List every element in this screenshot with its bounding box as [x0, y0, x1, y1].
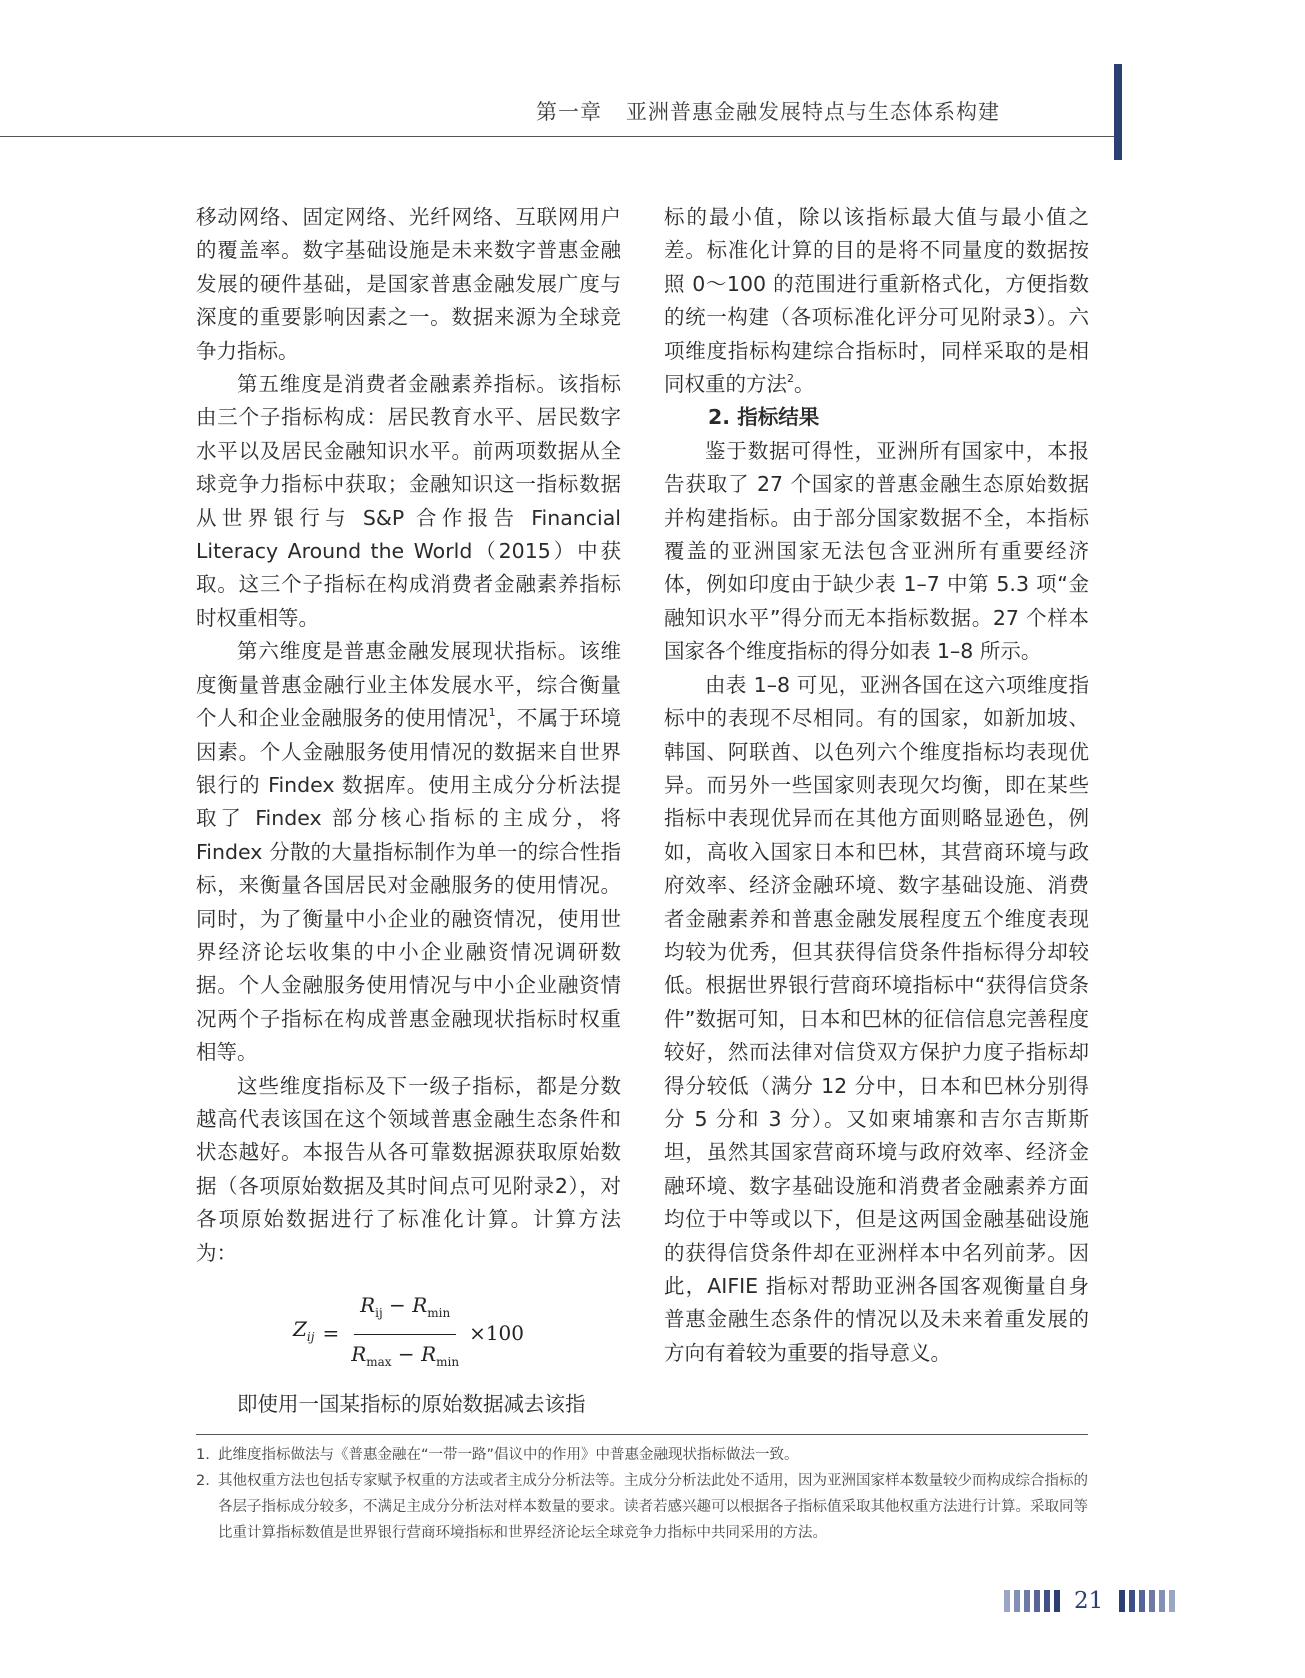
chapter-title: 亚洲普惠金融发展特点与生态体系构建	[626, 100, 1000, 124]
formula-times: ×100	[469, 1321, 525, 1346]
footnote-number: 2.	[196, 1473, 210, 1489]
stripe	[1044, 1590, 1050, 1612]
footnote-ref: 1	[488, 706, 496, 720]
running-header	[536, 96, 1000, 126]
stripe	[1024, 1590, 1030, 1612]
paragraph: 由表 1–8 可见，亚洲各国在这六项维度指标中的表现不尽相同。有的国家，如新加坡、韩国、阿联酋、以色列六个维度指标均表现优异。而另外一些国家则表现欠均衡，即在某些指标中表现优异而在其他方面则略显逊色，例如，高收入国家日本和巴林，其营商环境与政府效率、经济金融环境、数字基础设施、消费者金融素养和普惠金融发展程度五个维度表现均较为优秀，但其获得信贷条件指标得分却较低。根据世界银行营商环境指标中“获得信贷条件”数据可知，日本和巴林的征信信息完善程度较好，然而法律对信贷双方保护力度子指标却得分较低（满分 12 分中，日本和巴林分别得分 5 分和 3 分）。又如柬埔寨和吉尔吉斯斯坦，虽然其国家营商环境与政府效率、经济金融环境、数字基础设施和消费者金融素养方面均位于中等或以下，但是这两国金融基础设施的获得信贷条件却在亚洲样本中名列前茅。因此，AIFIE 指标对帮助亚洲各国客观衡量自身普惠金融生态条件的情况以及未来着重发展的方向有着较为重要的指导意义。	[664, 672, 1089, 1365]
paragraph: 即使用一国某指标的原始数据减去该指	[237, 1392, 586, 1416]
footnotes	[196, 1442, 1096, 1546]
stripe-ornament-right	[1119, 1590, 1175, 1612]
paragraph-text: ，不属于环境因素。个人金融服务使用情况的数据来自世界银行的 Findex 数据库。使用主成分分析法提取了 Findex 部分核心指标的主成分，将 Findex 分散的大量指标制作为单一的综合性指标，来衡量各国居民对金融服务的使用情况。同时，为了衡量中小企业的融资情况，使用世界经济论坛收集的中小企业融资情况调研数据。个人金融服务使用情况与中小企业融资情况两个子指标在构成普惠金融现状指标时权重相等。	[196, 706, 622, 1065]
paragraph: 鉴于数据可得性，亚洲所有国家中，本报告获取了 27 个国家的普惠金融生态原始数据并构建指标。由于部分国家数据不全，本指标覆盖的亚洲国家无法包含亚洲所有重要经济体，例如印度由于缺少表 1–7 中第 5.3 项“金融知识水平”得分而无本指标数据。27 个样本国家各个维度指标的得分如表 1–8 所示。	[664, 438, 1089, 664]
footnote-ref: 2	[787, 372, 794, 386]
stripe	[1159, 1590, 1165, 1612]
footnote-text: 其他权重方法也包括专家赋予权重的方法或者主成分分析法等。主成分分析法此处不适用，因为亚洲国家样本数量较少而构成综合指标的各层子指标成分较多，不满足主成分分析法对样本数量的要求。读者若感兴趣可以根据各子指标值采取其他权重方法进行计算。采取同等比重计算指标数值是世界银行营商环境指标和世界经济论坛全球竞争力指标中共同采用的方法。	[218, 1473, 1088, 1541]
footnote	[196, 1468, 1096, 1546]
formula-lhs: $Z_{ij}$	[292, 1317, 315, 1345]
stripe	[1169, 1590, 1175, 1612]
formula-denominator: $R_{max} - R_{min}$	[351, 1341, 460, 1369]
formula-fraction	[345, 1289, 465, 1379]
paragraph	[196, 635, 621, 1069]
normalization-formula	[196, 1280, 621, 1388]
page-footer	[1004, 1586, 1175, 1616]
right-column	[664, 201, 1089, 1370]
paragraph-text: 。	[794, 372, 815, 397]
header-rule	[0, 136, 1120, 137]
stripe	[1129, 1590, 1135, 1612]
stripe-ornament-left	[1004, 1590, 1060, 1612]
stripe	[1034, 1590, 1040, 1612]
chapter-label: 第一章	[536, 100, 602, 124]
footnote-text: 此维度指标做法与《普惠金融在“一带一路”倡议中的作用》中普惠金融现状指标做法一致。	[218, 1447, 799, 1463]
page-number: 21	[1074, 1588, 1104, 1614]
formula-numerator: $R_{ij} - R_{min}$	[354, 1289, 456, 1334]
formula-equals: =	[322, 1321, 340, 1346]
stripe	[1119, 1590, 1125, 1612]
paragraph-text: 标的最小值，除以该指标最大值与最小值之差。标准化计算的目的是将不同量度的数据按照 0～100 的范围进行重新格式化，方便指数的统一构建（各项标准化评分可见附录3）。六项维度指标构建综合指标时，同样采取的是相同权重的方法	[664, 205, 1089, 397]
header-accent-bar	[1114, 64, 1122, 160]
paragraph	[664, 201, 1089, 401]
left-column	[196, 201, 621, 1421]
stripe	[1004, 1590, 1010, 1612]
paragraph: 第五维度是消费者金融素养指标。该指标由三个子指标构成：居民教育水平、居民数字水平以及居民金融知识水平。前两项数据从全球竞争力指标中获取；金融知识这一指标数据从世界银行与 S&P 合作报告 Financial Literacy Around the World（2015）中获取。这三个子指标在构成消费者金融素养指标时权重相等。	[196, 372, 621, 630]
section-heading: 2. 指标结果	[708, 405, 820, 430]
paragraph: 这些维度指标及下一级子指标，都是分数越高代表该国在这个领域普惠金融生态条件和状态越好。本报告从各可靠数据源获取原始数据（各项原始数据及其时间点可见附录2），对各项原始数据进行了标准化计算。计算方法为：	[196, 1073, 621, 1265]
stripe	[1054, 1590, 1060, 1612]
paragraph: 移动网络、固定网络、光纤网络、互联网用户的覆盖率。数字基础设施是未来数字普惠金融发展的硬件基础，是国家普惠金融发展广度与深度的重要影响因素之一。数据来源为全球竞争力指标。	[196, 205, 621, 363]
footnote	[196, 1442, 1096, 1468]
footnote-number: 1.	[196, 1447, 210, 1463]
paragraph-text: 第六维度是普惠金融发展现状指标。该维度衡量普惠金融行业主体发展水平，综合衡量个人和企业金融服务的使用情况	[196, 639, 621, 731]
stripe	[1149, 1590, 1155, 1612]
stripe	[1139, 1590, 1145, 1612]
stripe	[1014, 1590, 1020, 1612]
footnote-rule	[196, 1434, 1088, 1435]
